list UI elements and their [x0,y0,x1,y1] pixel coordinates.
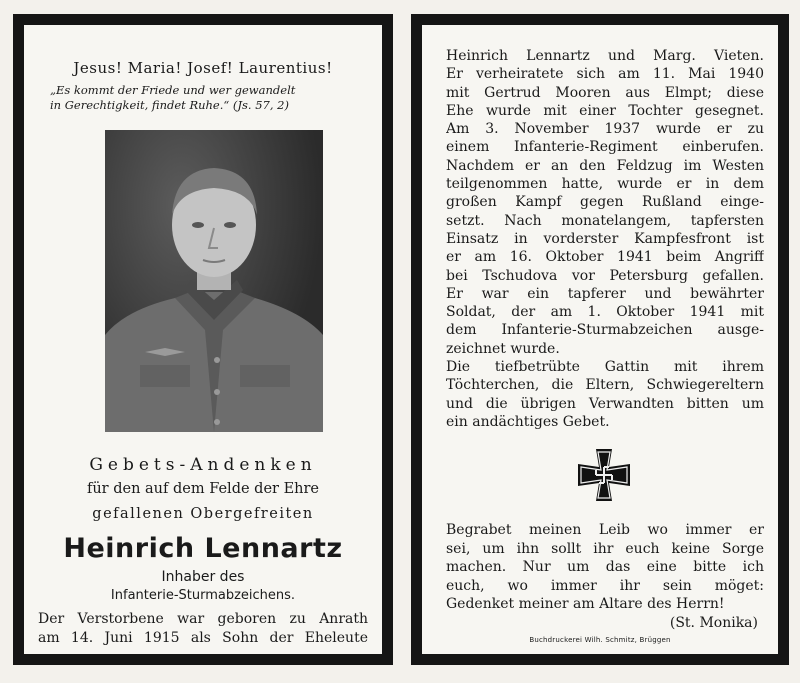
bio-line: er am 16. Oktober 1941 beim Angriff [446,249,764,266]
bio-line: Er verheiratete sich am 11. Mai 1940 [446,66,764,83]
soldier-portrait-photo [105,130,323,432]
bio-line: ein andächtiges Gebet. [446,413,610,430]
bio-line: dem Infanterie-Sturmabzeichen ausge- [446,322,764,339]
memorial-card-left-panel [13,14,393,665]
bio-line: großen Kampf gegen Rußland einge- [446,194,764,211]
holder-of: Inhaber des [161,569,245,585]
prayer-line: machen. Nur um das eine bitte ich [446,559,764,575]
bio-line: Er war ein tapferer und bewährter [446,285,764,302]
prayer [446,521,764,632]
bio-line: zeichnet wurde. [446,340,560,357]
biography [446,47,764,431]
bible-verse [50,83,368,113]
bio-line: Töchterchen, die Eltern, Schwiegereltern [446,377,764,394]
bio-line: bei Tschudova vor Petersburg gefallen. [446,267,764,284]
printer-credit: Buchdruckerei Wilh. Schmitz, Brüggen [529,636,671,644]
bio-line: Am 3. November 1937 wurde er zu [446,121,764,138]
prayer-line: Gedenket meiner am Altare des Herrn! [446,596,725,612]
verse-line: „Es kommt der Friede und wer gewandelt [50,83,296,97]
bio-line: einem Infanterie-Regiment einberufen. [446,139,764,156]
memorial-card-right-panel [411,14,789,665]
award-name: Infanterie-Sturmabzeichens. [110,588,296,603]
memorial-title: Gebets-Andenken [89,455,317,475]
bio-line: mit Gertrud Mooren aus Elmpt; diese [446,84,764,101]
iron-cross-icon [576,447,632,503]
birth-line: am 14. Juni 1915 als Sohn der Eheleute [38,630,368,646]
bio-line: Einsatz in vorderster Kampfesfront ist [446,230,764,247]
prayer-line: sei, um ihn sollt ihr euch keine Sorge [446,540,764,557]
invocation: Jesus! Maria! Josef! Laurentius! [73,59,333,77]
bio-line: und die übrigen Verwandten bitten um [446,395,764,412]
bio-line: Die tiefbetrübte Gattin mit ihrem [446,359,764,376]
bio-line: Heinrich Lennartz und Marg. Vieten. [446,48,764,64]
deceased-name: Heinrich Lennartz [63,533,343,564]
birth-info [38,610,368,648]
bio-line: teilgenommen hatte, wurde er in dem [446,176,764,193]
bio-line: setzt. Nach monatelangem, tapfersten [446,212,764,229]
bio-line: Nachdem er an den Feldzug im Westen [446,157,764,174]
fallen-line-2: gefallenen Obergefreiten [92,506,314,522]
birth-line: Der Verstorbene war geboren zu Anrath [38,611,368,627]
prayer-line: Begrabet meinen Leib wo immer er [446,522,764,538]
prayer-line: euch, wo immer ihr sein möget: [446,577,764,594]
fallen-line-1: für den auf dem Felde der Ehre [86,481,320,497]
verse-line: in Gerechtigkeit, findet Ruhe.“ (Js. 57, 2) [50,98,289,112]
bio-line: Soldat, der am 1. Oktober 1941 mit [446,304,764,321]
prayer-author: (St. Monika) [669,614,758,631]
bio-line: Ehe wurde mit einer Tochter gesegnet. [446,102,764,119]
